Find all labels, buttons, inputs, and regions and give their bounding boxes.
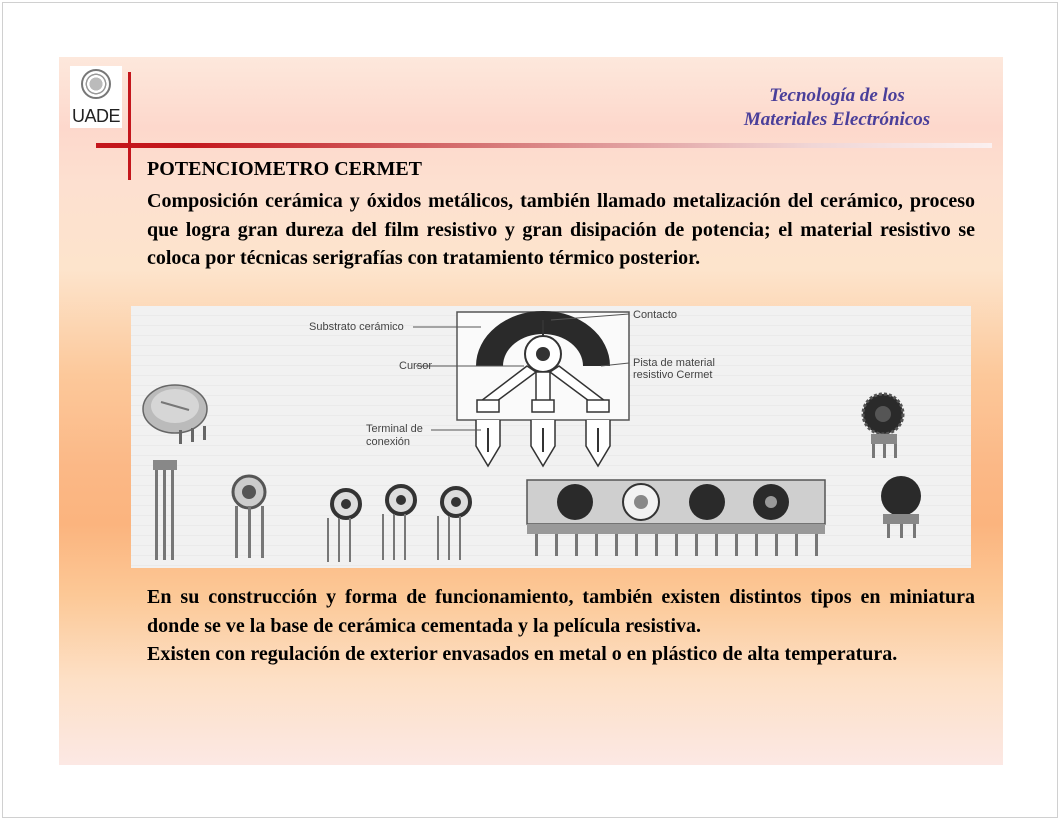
round-trimmer-photo (143, 385, 207, 444)
label-track-1: Pista de material (633, 357, 715, 369)
vertical-trimmer-photo (153, 460, 177, 560)
small-trimmer-photo (233, 476, 265, 558)
course-title (707, 84, 967, 132)
label-terminal-1: Terminal de (366, 423, 423, 435)
label-contact: Contacto (633, 309, 678, 321)
university-seal-icon (81, 69, 111, 99)
miniature-trimmers-photo (327, 486, 470, 562)
label-cursor: Cursor (399, 360, 433, 372)
potentiometer-figure (131, 306, 971, 568)
horizontal-accent-line (96, 143, 992, 148)
uade-logo (70, 66, 122, 128)
slide-heading: POTENCIOMETRO CERMET (147, 158, 423, 180)
description-paragraph: Composición cerámica y óxidos metálicos, también llamado metalización del cerámico, proceso que logra gran dureza del film resistivo y gran disipación de potencia; el material resistivo se coloca por técnicas serigrafías con tratamiento térmico posterior. (147, 190, 975, 269)
label-track-2: resistivo Cermet (633, 369, 713, 381)
construction-paragraph (147, 583, 975, 669)
construction-line1: En su construcción y forma de funcionamiento, también existen distintos tipos en miniatura donde se ve la base de cerámica cementada y la película resistiva. (147, 586, 975, 637)
potentiometer-diagram (131, 306, 971, 568)
vertical-accent-line (128, 72, 131, 180)
course-title-line2: Materiales Electrónicos (743, 109, 931, 130)
label-terminal-2: conexión (366, 436, 411, 448)
label-substrate: Substrato cerámico (309, 321, 404, 333)
knurled-trimmer-photo (863, 394, 903, 458)
cermet-cutaway-drawing (457, 311, 629, 466)
trimmer-array-photo (527, 480, 825, 556)
logo-text: UADE (71, 106, 120, 126)
construction-line2: Existen con regulación de exterior envasados en metal o en plástico de alta temperatura. (147, 643, 898, 665)
course-title-line1: Tecnología de los (769, 85, 905, 106)
dark-trimmer-photo (881, 476, 921, 538)
